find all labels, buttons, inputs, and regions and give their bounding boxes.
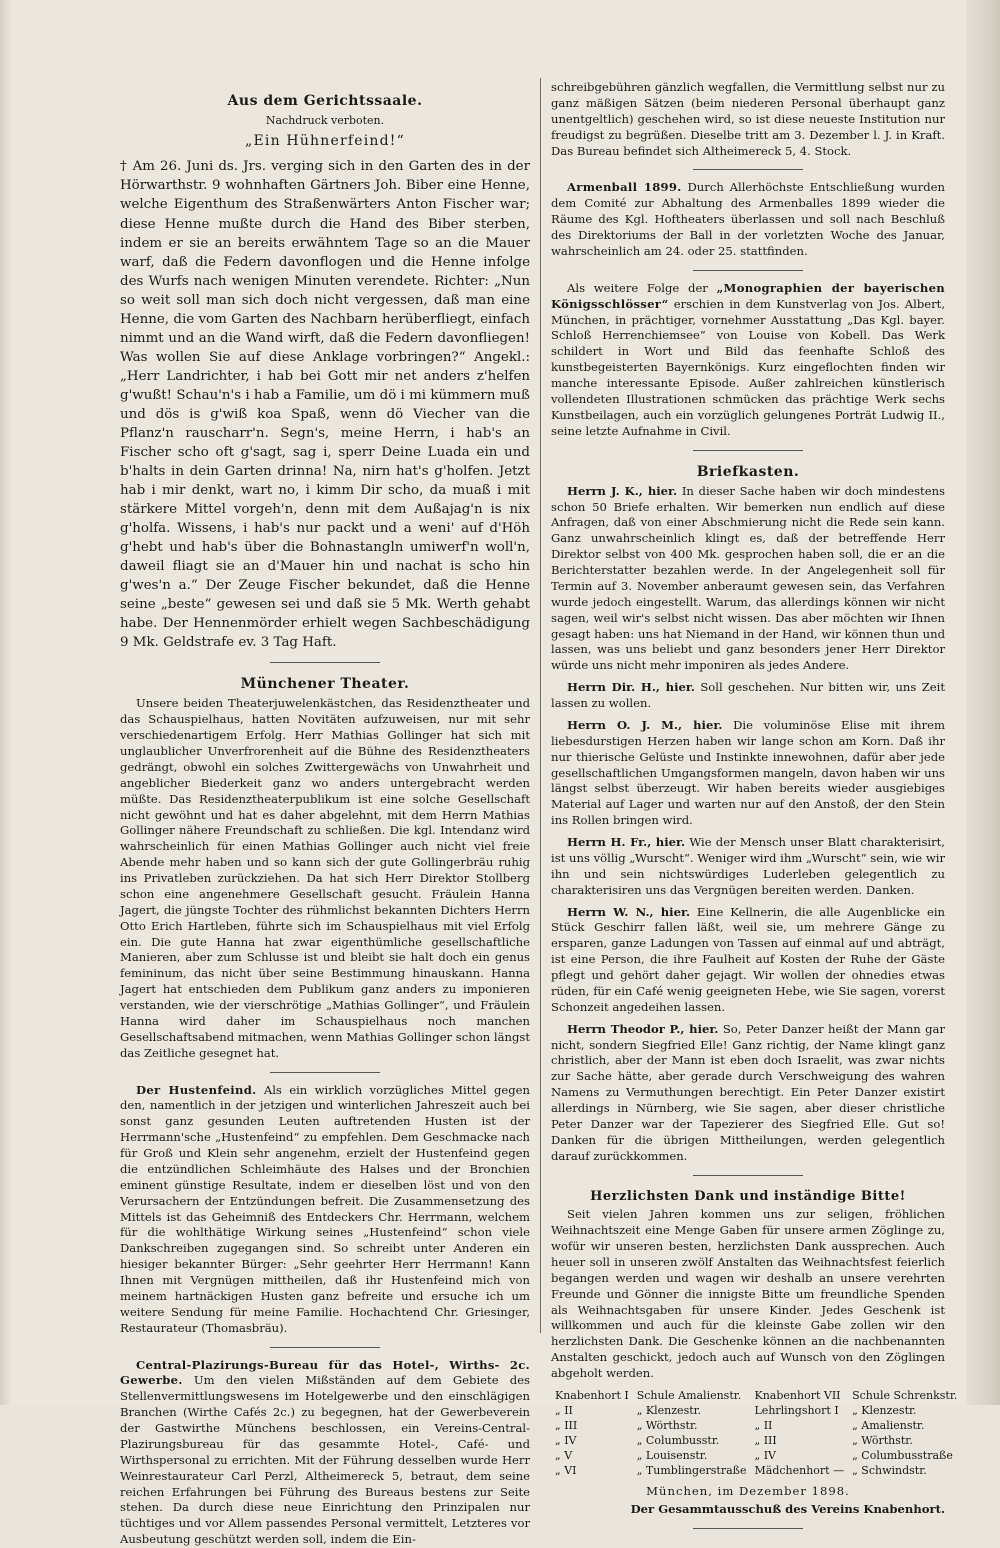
bureau-article [120, 1358, 530, 1548]
next-page-edge [966, 0, 1000, 1405]
institution-name: „ II [754, 1419, 773, 1433]
left-column [120, 80, 531, 1547]
ball-runin: Armenball 1899. [567, 180, 682, 195]
letter-text: Eine Kellnerin, die alle Augenblicke ein Stück Geschirr fallen läßt, weil sie, um mehrere Gänge zu ersparen, ganze Ladungen von Tassen auf einmal auf und abträgt, ist eine Person, die ihre Faulheit auf Kosten der Ruhe der Gäste pflegt und gehört daher gejagt. Wir wollen der ohnedies etwas rüden, für ein Café wenig geeigneten Hebe, wie Sie sagen, vorerst Schonzeit angedeihen lassen. [551, 904, 946, 1014]
letter-recipient: Herrn Dir. H., hier. [567, 680, 695, 695]
institution-name: Lehrlingshort I [754, 1404, 839, 1418]
institution-address: „ Schwindstr. [852, 1464, 927, 1478]
institution-address: „ Wörthstr. [852, 1434, 913, 1448]
ball-text: Durch Allerhöchste Entschließung wurden dem Comité zur Abhaltung des Armenballes 1899 wieder die Räume des Kgl. Hoftheaters überlassen und soll nach Beschluß des Direktoriums der Ball in der vorletzten Woche des Januar, wahrscheinlich am 24. oder 25. stattfinden. [551, 180, 946, 258]
letter-item [551, 718, 945, 829]
court-story-text: † Am 26. Juni ds. Jrs. verging sich in den Garten des in der Hörwarthstr. 9 wohnhaften Gärtners Joh. Biber eine Henne, welche Eigenthum des Straßenwärters Anton Fischer war; diese Henne mußte durch die Hand des Biber sterben, indem er sie an bereits erwähntem Tage so an die Mauer warf, daß die Federn davonflogen und die Henne infolge des Wurfs nach wenigen Minuten verendete. Richter: „Nun so weit soll man sich doch nicht vergessen, daß man eine Henne, die vom Garten des Nachbarn herüberfliegt, einfach nimmt und an die Wand wirft, daß die Federn davonfliegen! Was wollen Sie auf diese Anklage vorbringen?“ Angekl.: „Herr Landrichter, i hab bei Gott mir net anders z'helfen g'wußt! Schau'n's i hab a Familie, um dö i mi kümmern muß und dös is g'wiß koa Spaß, wenn dö Viecher van die Pflanz'n rauscharr'n. Segn's, meine Herrn, i hab's an Fischer scho oft g'sagt, sag i, sperr Deine Luada ein und b'halts in dein Garten drinna! Na, nirn hat's g'holfen. Jetzt hab i mir denkt, wart no, i kimm Dir scho, da muaß i mit stärkere Mittel vorgeh'n, denn mit dem Außajag'n is nix g'holfa. Wissens, i hab's nur packt und a weni' auf d'Höh g'hebt und hab's über die Bohnastangln umiwerf'n woll'n, daweil fliagt sie an d'Mauer hin und nachat is scho hin g'wes'n a.“ Der Zeuge Fischer bekundet, daß die Henne seine „beste“ gewesen sei und daß sie 5 Mk. Werth gehabt habe. Der Hennenmörder erhielt wegen Sachbeschädigung 9 Mk. Geldstrafe ev. 3 Tag Haft. [120, 159, 530, 651]
separator-rule [693, 1528, 803, 1529]
institution-address: „ Louisenstr. [636, 1449, 708, 1463]
letter-item [551, 835, 945, 899]
letter-recipient: Herrn O. J. M., hier. [567, 717, 723, 732]
institution-name: Knabenhort I [555, 1388, 629, 1402]
right-column [551, 80, 958, 1517]
ball-article [551, 180, 945, 259]
monograph-intro: Als weitere Folge der [567, 280, 708, 295]
separator-rule [270, 662, 380, 663]
letter-text: In dieser Sache haben wir doch mindestens schon 50 Briefe erhalten. Wir bemerken nun endlich auf diese Anfragen, daß von einer Abschmierung nicht die Rede sein kann. Ganz unwahrscheinlich klingt es, daß der betreffende Herr Direktor selbst von 400 Mk. gesprochen haben soll, die er an die Berichterstatter bezahlen werde. In der Angelegenheit soll für Termin auf 3. November anberaumt gewesen sein, das Verfahren wurde jedoch eingestellt. Warum, das allerdings können wir nicht sagen, weil wir's selbst nicht wissen. Das aber möchten wir Ihnen gesagt haben: uns hat Niemand in der Hand, wir können thun und lassen, was uns beliebt und ganz besonders jener Herr Direktor würde uns nicht mehr imponiren als jedes Andere. [551, 483, 945, 673]
institution-address: „ Tumblingerstraße [636, 1464, 747, 1478]
letter-item [551, 905, 945, 1016]
institution-row [551, 1463, 961, 1478]
institution-name: „ III [754, 1434, 777, 1448]
institution-address: „ Klenzestr. [852, 1404, 917, 1418]
institution-name: „ VI [555, 1464, 577, 1478]
institution-name: Mädchenhort — [754, 1464, 845, 1478]
column-rule [540, 78, 541, 1333]
letter-item [551, 484, 945, 675]
monograph-text: erschien in dem Kunstverlag von Jos. Albert, München, in prächtiger, vornehmer Ausstattung „Das Kgl. bayer. Schloß Herrenchiemsee“ von Louise von Kobell. Das Werk schildert in Wort und Bild das feenhafte Schloß des kunstbegeisterten Bayernkönigs. Kurz eingeflochten finden wir manche interessante Episode. Außer zahlreichen künstlerisch vollendeten Illustrationen schmücken das prächtige Werk sechs Kunstbeilagen, auch ein vorzüglich gelungenes Porträt Ludwig II., seine letzte Aufnahme in Civil. [551, 296, 945, 438]
bureau-continued: schreibgebühren gänzlich wegfallen, die Vermittlung selbst nur zu ganz mäßigen Sätzen (beim niederen Personal überhaupt ganz unentgeltlich) geschehen wird, so ist diese neueste Institution nur freudigst zu begrüßen. Dieselbe tritt am 3. Dezember l. J. in Kraft. Das Bureau befindet sich Altheimereck 5, 4. Stock. [551, 80, 945, 158]
institution-row [551, 1448, 961, 1463]
cough-remedy-runin: Der Hustenfeind. [136, 1082, 257, 1097]
institution-address: „ Columbusstraße [852, 1449, 953, 1463]
institution-row [551, 1403, 961, 1418]
letter-text: Soll geschehen. Nur bitten wir, uns Zeit lassen zu wollen. [551, 680, 945, 711]
letter-text: So, Peter Danzer heißt der Mann gar nicht, sondern Siegfried Elle! Ganz richtig, der Name klingt ganz christlich, aber der Mann ist eben doch Israelit, was zwar nichts zur Sache hätte, aber gerade durch Verschweigung des wahren Namens zu Vermuthungen berechtigt. Ein Peter Danzer existirt allerdings in Nürnberg, wie Sie sagen, aber dieser christliche Peter Danzer war der Tapezierer des Siegfried Elle. Gut so! Danken für die übrigen Mittheilungen, werden gelegentlich darauf zurückkommen. [551, 1021, 946, 1163]
letter-recipient: Herrn H. Fr., hier. [567, 835, 686, 850]
separator-rule [693, 270, 803, 271]
thanks-heading: Herzlichsten Dank und inständige Bitte! [590, 1188, 906, 1204]
separator-rule [693, 450, 803, 451]
institution-name: „ III [555, 1419, 578, 1433]
letter-recipient: Herrn Theodor P., hier. [567, 1021, 719, 1036]
institution-row [551, 1418, 961, 1433]
institution-row [551, 1388, 961, 1403]
page-edge-shadow [0, 0, 12, 1405]
signature: Der Gesammtausschuß des Vereins Knabenhort. [630, 1502, 945, 1517]
court-heading: Aus dem Gerichtssaale. [227, 93, 423, 109]
institution-name: „ II [555, 1404, 573, 1418]
cough-remedy-article [120, 1083, 530, 1337]
institution-name: „ IV [754, 1449, 776, 1463]
reprint-note: Nachdruck verboten. [265, 114, 385, 128]
institution-name: „ IV [555, 1434, 577, 1448]
letters-heading: Briefkasten. [696, 463, 800, 480]
monograph-runin: „Monographien der bayerischen Königsschlösser“ [551, 280, 945, 311]
monograph-article [551, 281, 945, 440]
letter-item [551, 680, 945, 712]
separator-rule [693, 1175, 803, 1176]
institution-address: Schule Amalienstr. [636, 1388, 742, 1402]
thanks-text: Seit vielen Jahren kommen uns zur seligen, fröhlichen Weihnachtszeit eine Menge Gaben für unsere armen Zöglinge zu, wofür wir unseren besten, herzlichsten Dank aussprechen. Auch heuer soll in unseren zwölf Anstalten das Weihnachtsfest feierlich begangen werden und wagen wir deshalb an unsere verehrten Freunde und Gönner die innigste Bitte um freundliche Spenden als Weihnachtsgaben für unsere Kinder. Jedes Geschenk ist willkommen und auch für die kleinste Gabe zollen wir den herzlichsten Dank. Die Geschenke können an die nachbenannten Anstalten geschickt, jedoch auch auf Wunsch von den Zöglingen abgeholt werden. [551, 1207, 945, 1381]
institution-name: „ V [555, 1449, 573, 1463]
bureau-runin: Central-Plazirungs-Bureau für das Hotel-, Wirths- 2c. Gewerbe. [120, 1357, 530, 1388]
institution-address: Schule Schrenkstr. [852, 1388, 958, 1402]
separator-rule [270, 1347, 380, 1348]
letter-text: Wie der Mensch unser Blatt charakterisirt, ist uns völlig „Wurscht“. Weniger wird ihm „Wurscht“ sein, wie wir ihn und sein nichtswürdiges Luderleben gelegentlich zu charakterisiren uns das Vergnügen bereiten werden. Danken. [551, 835, 945, 897]
letter-item [551, 1022, 945, 1165]
separator-rule [270, 1072, 380, 1073]
closing-place-date: München, im Dezember 1898. [646, 1484, 850, 1499]
institution-address: „ Amalienstr. [852, 1419, 925, 1433]
letter-recipient: Herrn W. N., hier. [567, 904, 691, 919]
institutions-table [551, 1388, 961, 1478]
cough-remedy-text: Als ein wirklich vorzügliches Mittel gegen den, namentlich in der jetzigen und winterlichen Jahreszeit auch bei sonst ganz gesunden Leuten auftretenden Husten ist der Herrmann'sche „Hustenfeind“ zu empfehlen. Dem Geschmacke nach für Groß und Klein sehr angenehm, erzielt der Hustenfeind gegen die entzündlichen Schleimhäute des Halses und der Bronchien eminent günstige Resultate, indem er dieselben löst und von den Verursachern der Entzündungen befreit. Die Zusammensetzung des Mittels ist das Geheimniß des Entdeckers Chr. Herrmann, welchem für die wohlthätige Wirkung seines „Hustenfeind“ schon viele Dankschreiben zugegangen sind. So schreibt unter Anderen ein hiesiger bekannter Bürger: „Sehr geehrter Herr Herrmann! Kann Ihnen mit Vergnügen mittheilen, daß ihr Hustenfeind mich von meinem hartnäckigen Husten ganz befreite und ersuche ich um weitere Sendung für meine Familie. Hochachtend Chr. Griesinger, Restaurateur (Thomasbräu). [120, 1082, 530, 1335]
theater-text: Unsere beiden Theaterjuwelenkästchen, das Residenztheater und das Schauspielhaus, hatten Novitäten aufzuweisen, nur mit sehr verschiedenartigem Erfolg. Herr Mathias Gollinger hat sich mit unglaublicher Unverfrorenheit auf die Bühne des Residenztheaters gedrängt, obwohl ein solches Zwittergewächs von Unwahrheit und angeblicher Biederkeit ganz wo anders untergebracht werden müßte. Das Residenztheaterpublikum ist eine solche Gesellschaft nicht gewöhnt und hat es daher abgelehnt, mit dem Herrn Mathias Gollinger nähere Freundschaft zu schließen. Die kgl. Intendanz wird wahrscheinlich für einen Mathias Gollinger auch nicht viel freie Abende mehr haben und so kann sich der gute Gollingerbräu ruhig ins Privatleben zurückziehen. Da hat sich Herr Direktor Stollberg schon eine angenehmere Gesellschaft gesucht. Fräulein Hanna Jagert, die jüngste Tochter des rühmlichst bekannten Dichters Herrn Otto Erich Hartleben, führte sich im Schauspielhaus mit viel Erfolg ein. Die gute Hanna hat zwar eigenthümliche gesellschaftliche Manieren, aber zum Schlusse ist und bleibt sie halt doch ein genus femininum, das nicht über seine Bestimmung hinauskann. Hanna Jagert hat entschieden dem Publikum ganz anders zu imponieren verstanden, wie der vierschrötige „Mathias Gollinger“, und Fräulein Hanna wird daher im Schauspielhaus noch manchen Gesellschaftsabend mitmachen, wenn Mathias Gollinger schon längst das Zeitliche gesegnet hat. [120, 696, 530, 1060]
institution-address: „ Columbusstr. [636, 1434, 720, 1448]
separator-rule [693, 169, 803, 170]
institution-row [551, 1433, 961, 1448]
letter-recipient: Herrn J. K., hier. [567, 483, 678, 498]
institution-address: „ Wörthstr. [636, 1419, 698, 1433]
institution-name: Knabenhort VII [754, 1388, 841, 1402]
theater-heading: Münchener Theater. [240, 676, 410, 693]
institution-address: „ Klenzestr. [636, 1404, 702, 1418]
court-story-title: „Ein Hühnerfeind!“ [245, 133, 405, 150]
bureau-text: Um den vielen Mißständen auf dem Gebiete des Stellenvermittlungswesens im Hotelgewerbe und den einschlägigen Branchen (Wirthe Cafés 2c.) zu begegnen, hat der Gewerbeverein der Gastwirthe Münchens beschlossen, ein Vereins-Central-Plazirungsbureau für das gesammte Hotel-, Café- und Wirthspersonal zu errichten. Mit der Führung desselben wurde Herr Weinrestaurateur Carl Perzl, Altheimereck 5, betraut, dem seine reichen Erfahrungen bei Führung des Bureaus bestens zur Seite stehen. Da durch diese neue Einrichtung den Prinzipalen nur tüchtiges und vor Allem passendes Personal vermittelt, Letzteres vor Ausbeutung geschützt werden soll, indem die Ein- [120, 1373, 531, 1547]
letter-text: Die voluminöse Elise mit ihrem liebesdurstigen Herzen haben wir lange schon am Korn. Daß ihr nur thierische Gelüste und Instinkte innewohnen, dafür aber jede gesellschaftlichen Umgangsformen mangeln, davon haben wir uns längst selbst überzeugt. Wir haben bereits wieder ausgiebiges Material auf Lager und warten nur auf den Anstoß, der den Stein ins Rollen bringen wird. [551, 717, 945, 828]
